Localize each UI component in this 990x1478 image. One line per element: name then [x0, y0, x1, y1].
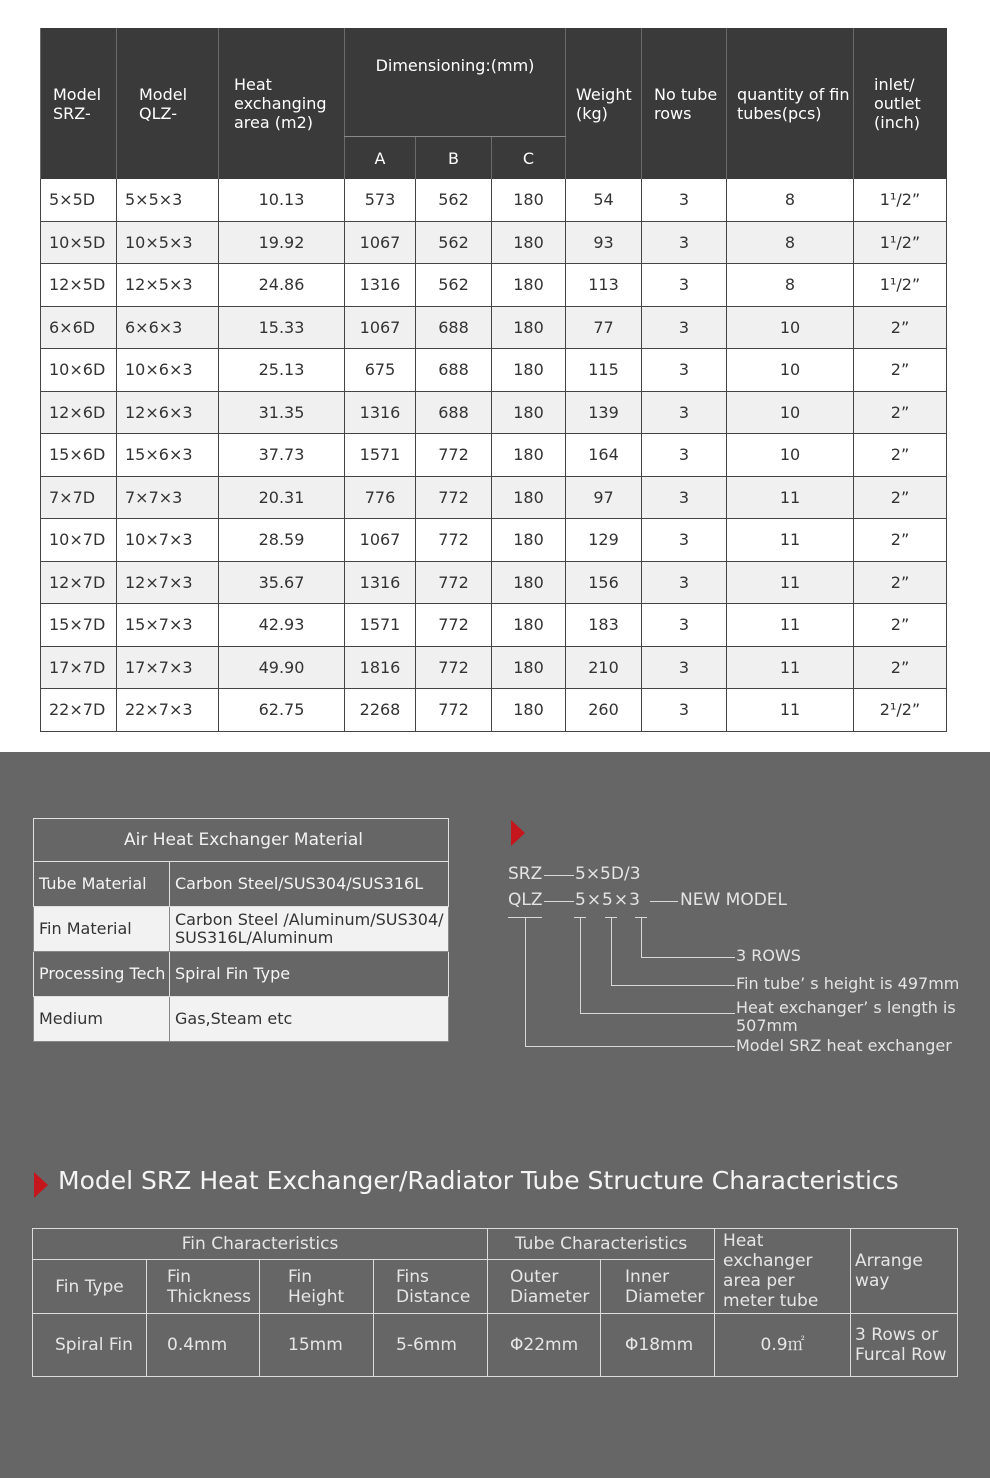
material-value: Gas,Steam etc — [170, 997, 449, 1042]
cell-rows: 3 — [642, 179, 727, 221]
cell-a: 1067 — [345, 306, 416, 349]
material-table-title: Air Heat Exchanger Material — [34, 819, 449, 862]
cell-b: 772 — [416, 689, 492, 732]
cell-qty: 10 — [727, 434, 854, 477]
cell-weight: 183 — [566, 604, 642, 647]
annotation-length: Heat exchanger’ s length is 507mm — [736, 998, 956, 1035]
cell-weight: 54 — [566, 179, 642, 221]
cell-a: 1316 — [345, 391, 416, 434]
cell-b: 772 — [416, 561, 492, 604]
cell-area: 19.92 — [219, 221, 345, 264]
cell-area: 24.86 — [219, 264, 345, 307]
table-row — [41, 391, 947, 434]
cell-c: 180 — [492, 179, 566, 221]
cell-rows: 3 — [642, 689, 727, 732]
leader-line — [525, 917, 526, 1046]
leader-line — [580, 1013, 735, 1014]
header-model-qlz: Model QLZ- — [117, 28, 219, 179]
red-arrow-icon — [34, 1172, 48, 1198]
material-table — [33, 818, 449, 1042]
cell-area: 20.31 — [219, 476, 345, 519]
cell-c: 180 — [492, 434, 566, 477]
material-value: Carbon Steel /Aluminum/SUS304/ SUS316L/Aluminum — [170, 907, 449, 952]
cell-srz: 6×6D — [41, 306, 117, 349]
cell-qlz: 12×6×3 — [117, 391, 219, 434]
cell-b: 688 — [416, 306, 492, 349]
cell-srz: 12×6D — [41, 391, 117, 434]
cell-srz: 10×6D — [41, 349, 117, 392]
cell-qlz: 10×7×3 — [117, 519, 219, 562]
cell-qty: 8 — [727, 179, 854, 221]
table-row — [41, 306, 947, 349]
cell-b: 562 — [416, 179, 492, 221]
fin-type-value: Spiral Fin — [33, 1314, 147, 1377]
cell-qlz: 10×5×3 — [117, 221, 219, 264]
cell-rows: 3 — [642, 349, 727, 392]
fin-height-header: Fin Height — [260, 1260, 374, 1314]
cell-c: 180 — [492, 646, 566, 689]
cell-b: 772 — [416, 434, 492, 477]
cell-c: 180 — [492, 689, 566, 732]
table-row — [41, 349, 947, 392]
code-line2-prefix: QLZ — [508, 890, 543, 910]
cell-srz: 10×5D — [41, 221, 117, 264]
cell-weight: 97 — [566, 476, 642, 519]
cell-srz: 10×7D — [41, 519, 117, 562]
cell-srz: 22×7D — [41, 689, 117, 732]
fins-distance-header: Fins Distance — [374, 1260, 488, 1314]
model-code-diagram — [508, 752, 988, 1082]
cell-inlet: 2¹/2” — [854, 689, 947, 732]
cell-a: 675 — [345, 349, 416, 392]
cell-srz: 5×5D — [41, 179, 117, 221]
header-dimensioning: Dimensioning:(mm) — [345, 28, 566, 137]
cell-qlz: 15×6×3 — [117, 434, 219, 477]
table-row — [41, 179, 947, 221]
cell-b: 772 — [416, 519, 492, 562]
cell-qlz: 6×6×3 — [117, 306, 219, 349]
cell-a: 1067 — [345, 221, 416, 264]
cell-area: 15.33 — [219, 306, 345, 349]
cell-area: 10.13 — [219, 179, 345, 221]
cell-inlet: 1¹/2” — [854, 221, 947, 264]
leader-line — [580, 917, 581, 1013]
table-row — [41, 561, 947, 604]
structure-table — [32, 1228, 958, 1377]
cell-qty: 11 — [727, 604, 854, 647]
cell-b: 562 — [416, 264, 492, 307]
cell-qty: 10 — [727, 391, 854, 434]
cell-qty: 8 — [727, 221, 854, 264]
cell-area: 35.67 — [219, 561, 345, 604]
fin-thickness-header: Fin Thickness — [147, 1260, 260, 1314]
tube-characteristics-header: Tube Characteristics — [488, 1229, 715, 1260]
cell-rows: 3 — [642, 519, 727, 562]
cell-srz: 7×7D — [41, 476, 117, 519]
cell-qlz: 12×7×3 — [117, 561, 219, 604]
cell-b: 688 — [416, 349, 492, 392]
cell-srz: 15×6D — [41, 434, 117, 477]
material-value: Carbon Steel/SUS304/SUS316L — [170, 862, 449, 907]
fins-distance-value: 5-6mm — [374, 1314, 488, 1377]
cell-srz: 17×7D — [41, 646, 117, 689]
cell-qty: 11 — [727, 689, 854, 732]
material-label: Medium — [34, 997, 170, 1042]
cell-inlet: 2” — [854, 646, 947, 689]
cell-qlz: 17×7×3 — [117, 646, 219, 689]
inner-diameter-header: Inner Diameter — [601, 1260, 715, 1314]
cell-inlet: 2” — [854, 519, 947, 562]
cell-area: 42.93 — [219, 604, 345, 647]
leader-line — [611, 985, 735, 986]
cell-qty: 10 — [727, 349, 854, 392]
header-dim-c: C — [492, 137, 566, 180]
cell-area: 37.73 — [219, 434, 345, 477]
cell-inlet: 2” — [854, 476, 947, 519]
cell-srz: 12×7D — [41, 561, 117, 604]
cell-b: 688 — [416, 391, 492, 434]
leader-line — [525, 1046, 735, 1047]
spec-table-body — [41, 179, 947, 731]
code-dash — [544, 901, 574, 902]
area-value: 0.9㎡ — [715, 1314, 851, 1377]
cell-rows: 3 — [642, 561, 727, 604]
area-header: Heat exchanger area per meter tube — [715, 1229, 851, 1314]
cell-weight: 113 — [566, 264, 642, 307]
cell-weight: 260 — [566, 689, 642, 732]
cell-c: 180 — [492, 264, 566, 307]
inner-diameter-value: Φ18mm — [601, 1314, 715, 1377]
fin-type-header: Fin Type — [33, 1260, 147, 1314]
header-tube-rows: No tube rows — [642, 28, 727, 179]
cell-inlet: 2” — [854, 434, 947, 477]
fin-characteristics-header: Fin Characteristics — [33, 1229, 488, 1260]
cell-srz: 12×5D — [41, 264, 117, 307]
cell-b: 562 — [416, 221, 492, 264]
fin-height-value: 15mm — [260, 1314, 374, 1377]
material-label: Fin Material — [34, 907, 170, 952]
material-label: Processing Tech — [34, 952, 170, 997]
cell-weight: 156 — [566, 561, 642, 604]
cell-weight: 77 — [566, 306, 642, 349]
cell-rows: 3 — [642, 264, 727, 307]
cell-rows: 3 — [642, 646, 727, 689]
cell-rows: 3 — [642, 476, 727, 519]
outer-diameter-value: Φ22mm — [488, 1314, 601, 1377]
cell-c: 180 — [492, 391, 566, 434]
material-value: Spiral Fin Type — [170, 952, 449, 997]
cell-a: 573 — [345, 179, 416, 221]
cell-b: 772 — [416, 476, 492, 519]
section-title: Model SRZ Heat Exchanger/Radiator Tube Structure Characteristics — [58, 1166, 899, 1195]
code-dash — [544, 875, 574, 876]
cell-a: 2268 — [345, 689, 416, 732]
cell-b: 772 — [416, 604, 492, 647]
cell-rows: 3 — [642, 221, 727, 264]
cell-qty: 11 — [727, 646, 854, 689]
cell-inlet: 1¹/2” — [854, 179, 947, 221]
code-line1-prefix: SRZ — [508, 864, 543, 884]
arrange-value: 3 Rows or Furcal Row — [851, 1314, 958, 1377]
cell-qty: 11 — [727, 476, 854, 519]
cell-area: 62.75 — [219, 689, 345, 732]
cell-rows: 3 — [642, 306, 727, 349]
cell-c: 180 — [492, 561, 566, 604]
code-line2-suffix: NEW MODEL — [680, 890, 788, 910]
cell-qty: 11 — [727, 519, 854, 562]
cell-qty: 10 — [727, 306, 854, 349]
leader-line — [641, 957, 735, 958]
cell-c: 180 — [492, 221, 566, 264]
cell-qlz: 7×7×3 — [117, 476, 219, 519]
annotation-fin-height: Fin tube’ s height is 497mm — [736, 974, 960, 993]
header-dim-b: B — [416, 137, 492, 180]
cell-a: 776 — [345, 476, 416, 519]
cell-qty: 8 — [727, 264, 854, 307]
cell-c: 180 — [492, 349, 566, 392]
header-dim-a: A — [345, 137, 416, 180]
table-row — [41, 434, 947, 477]
cell-a: 1316 — [345, 561, 416, 604]
header-heat-area: Heat exchanging area (m2) — [219, 28, 345, 179]
fin-thickness-value: 0.4mm — [147, 1314, 260, 1377]
material-label: Tube Material — [34, 862, 170, 907]
cell-inlet: 2” — [854, 349, 947, 392]
header-weight: Weight (kg) — [566, 28, 642, 179]
cell-rows: 3 — [642, 391, 727, 434]
cell-a: 1571 — [345, 604, 416, 647]
cell-qlz: 15×7×3 — [117, 604, 219, 647]
cell-area: 31.35 — [219, 391, 345, 434]
code-line2-code: 5×5×3 — [575, 890, 641, 910]
cell-qlz: 5×5×3 — [117, 179, 219, 221]
table-row — [41, 646, 947, 689]
cell-weight: 115 — [566, 349, 642, 392]
cell-c: 180 — [492, 306, 566, 349]
leader-line — [611, 917, 612, 985]
cell-inlet: 1¹/2” — [854, 264, 947, 307]
leader-line — [641, 917, 642, 957]
header-inlet: inlet/ outlet (inch) — [854, 28, 947, 179]
header-model-srz: Model SRZ- — [41, 28, 117, 179]
code-dash — [650, 901, 678, 902]
cell-a: 1067 — [345, 519, 416, 562]
cell-srz: 15×7D — [41, 604, 117, 647]
cell-area: 25.13 — [219, 349, 345, 392]
header-fin-qty: quantity of fin tubes(pcs) — [727, 28, 854, 179]
code-line1-code: 5×5D/3 — [575, 864, 641, 884]
cell-qlz: 22×7×3 — [117, 689, 219, 732]
cell-a: 1571 — [345, 434, 416, 477]
spec-table — [40, 28, 947, 732]
table-row — [41, 221, 947, 264]
cell-a: 1316 — [345, 264, 416, 307]
cell-a: 1816 — [345, 646, 416, 689]
arrange-header: Arrange way — [851, 1229, 958, 1314]
info-panel — [0, 752, 990, 1478]
cell-inlet: 2” — [854, 604, 947, 647]
cell-weight: 129 — [566, 519, 642, 562]
cell-weight: 210 — [566, 646, 642, 689]
cell-area: 28.59 — [219, 519, 345, 562]
cell-c: 180 — [492, 519, 566, 562]
annotation-rows: 3 ROWS — [736, 946, 801, 965]
outer-diameter-header: Outer Diameter — [488, 1260, 601, 1314]
cell-b: 772 — [416, 646, 492, 689]
cell-rows: 3 — [642, 434, 727, 477]
table-row — [41, 689, 947, 732]
cell-rows: 3 — [642, 604, 727, 647]
cell-qlz: 10×6×3 — [117, 349, 219, 392]
table-row — [41, 264, 947, 307]
cell-weight: 93 — [566, 221, 642, 264]
annotation-model: Model SRZ heat exchanger — [736, 1036, 952, 1055]
cell-area: 49.90 — [219, 646, 345, 689]
table-row — [41, 476, 947, 519]
cell-qty: 11 — [727, 561, 854, 604]
cell-inlet: 2” — [854, 306, 947, 349]
cell-weight: 139 — [566, 391, 642, 434]
cell-inlet: 2” — [854, 561, 947, 604]
table-row — [41, 519, 947, 562]
cell-qlz: 12×5×3 — [117, 264, 219, 307]
cell-weight: 164 — [566, 434, 642, 477]
cell-c: 180 — [492, 604, 566, 647]
cell-inlet: 2” — [854, 391, 947, 434]
cell-c: 180 — [492, 476, 566, 519]
table-row — [41, 604, 947, 647]
